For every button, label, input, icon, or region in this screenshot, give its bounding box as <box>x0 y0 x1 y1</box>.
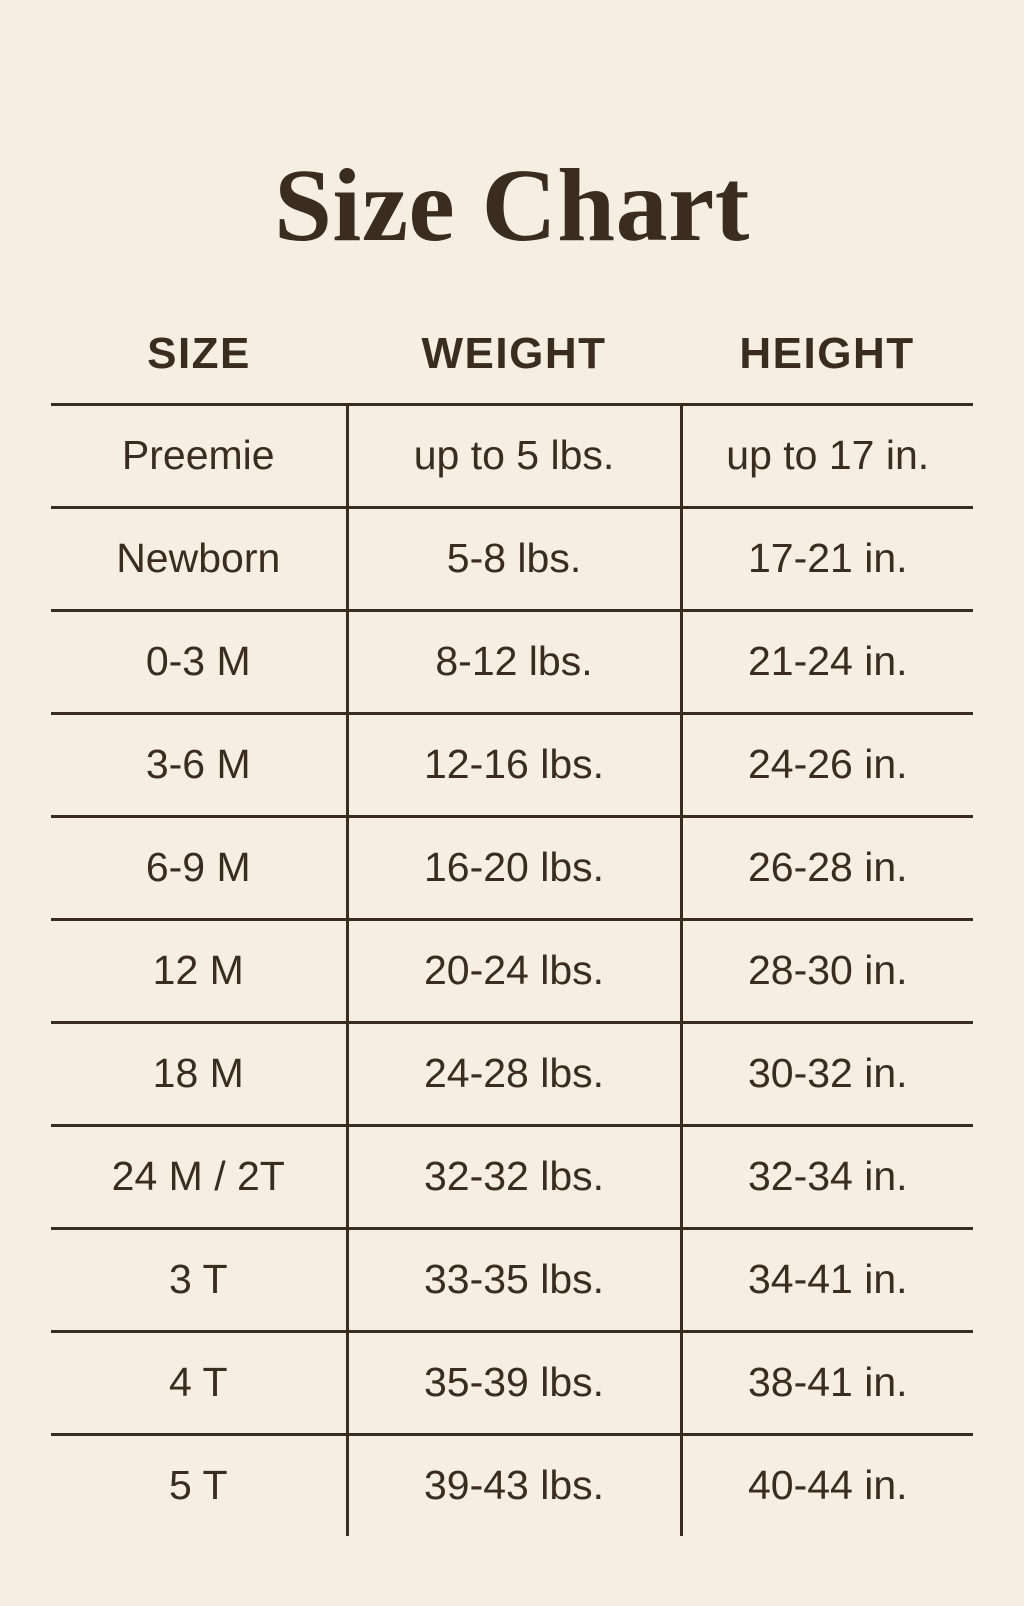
cell-weight: 32-32 lbs. <box>347 1125 681 1228</box>
cell-height: 21-24 in. <box>681 610 973 713</box>
column-header-size: SIZE <box>51 328 347 405</box>
cell-weight: up to 5 lbs. <box>347 404 681 507</box>
table-row <box>51 1125 973 1228</box>
cell-weight: 16-20 lbs. <box>347 816 681 919</box>
cell-height: 38-41 in. <box>681 1331 973 1434</box>
cell-height: 40-44 in. <box>747 1462 908 1509</box>
size-chart-table <box>51 328 973 1536</box>
cell-size: 12 M <box>51 919 347 1022</box>
cell-size: 3-6 M <box>51 713 347 816</box>
cell-weight: 20-24 lbs. <box>347 919 681 1022</box>
cell-height: 17-21 in. <box>681 507 973 610</box>
table-row <box>51 816 973 919</box>
cell-height: 26-28 in. <box>681 816 973 919</box>
cell-weight: 35-39 lbs. <box>347 1331 681 1434</box>
table-row <box>51 404 973 507</box>
table-body <box>51 404 973 1536</box>
cell-size: 18 M <box>51 1022 347 1125</box>
cell-height: up to 17 in. <box>681 404 973 507</box>
table-row <box>51 919 973 1022</box>
table-row <box>51 1434 973 1536</box>
table-row <box>51 1022 973 1125</box>
cell-size: 0-3 M <box>51 610 347 713</box>
page-title: Size Chart <box>274 147 750 263</box>
cell-weight: 8-12 lbs. <box>347 610 681 713</box>
cell-size: 4 T <box>51 1331 347 1434</box>
table-header <box>51 328 973 405</box>
cell-height: 30-32 in. <box>681 1022 973 1125</box>
table-row <box>51 1228 973 1331</box>
table-header-row <box>51 328 973 405</box>
column-header-height: HEIGHT <box>681 328 973 405</box>
column-header-weight: WEIGHT <box>347 328 681 405</box>
size-chart-page <box>0 70 1024 1606</box>
cell-height: 34-41 in. <box>681 1228 973 1331</box>
cell-weight: 12-16 lbs. <box>347 713 681 816</box>
table-row <box>51 713 973 816</box>
cell-size: Preemie <box>51 404 347 507</box>
cell-size: 24 M / 2T <box>51 1125 347 1228</box>
cell-height: 24-26 in. <box>681 713 973 816</box>
cell-size: 6-9 M <box>51 816 347 919</box>
cell-height: 32-34 in. <box>681 1125 973 1228</box>
table-row <box>51 507 973 610</box>
cell-weight: 39-43 lbs. <box>347 1434 681 1536</box>
cell-size: 3 T <box>51 1228 347 1331</box>
cell-weight: 5-8 lbs. <box>347 507 681 610</box>
cell-weight: 33-35 lbs. <box>347 1228 681 1331</box>
cell-weight: 24-28 lbs. <box>347 1022 681 1125</box>
cell-size: Newborn <box>51 507 347 610</box>
cell-size: 5 T <box>51 1434 347 1536</box>
table-row <box>51 610 973 713</box>
cell-height: 28-30 in. <box>681 919 973 1022</box>
table-row <box>51 1331 973 1434</box>
